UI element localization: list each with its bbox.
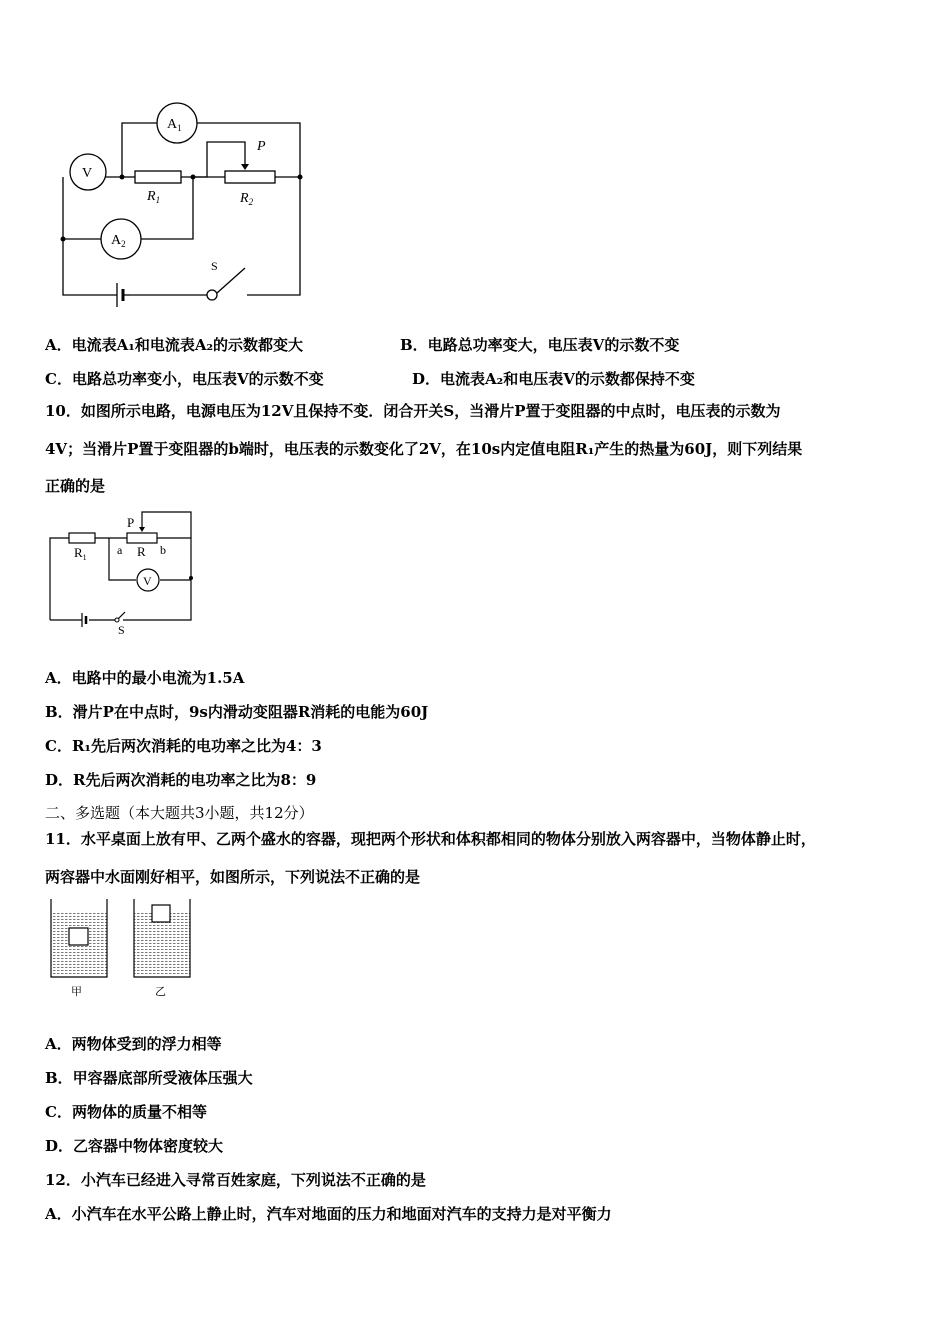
r2-label-sub: 2: [248, 197, 254, 207]
v-label: V: [82, 166, 93, 181]
svg-text:R2: [239, 191, 254, 207]
q11-stem-line2: 两容器中水面刚好相平，如图所示，下列说法不正确的是: [45, 868, 421, 886]
q10-option-c: C．R₁先后两次消耗的电功率之比为4：3: [45, 737, 322, 755]
q10-b-label: b: [160, 543, 166, 557]
jia-label: 甲: [71, 986, 82, 998]
a1-label-sub: 1: [177, 123, 182, 133]
s-label: S: [211, 259, 218, 273]
jia-object: [69, 928, 88, 945]
q12-stem: 12．小汽车已经进入寻常百姓家庭，下列说法不正确的是: [45, 1171, 426, 1189]
q11-containers-diagram: [45, 897, 205, 1007]
q11-option-d: D．乙容器中物体密度较大: [45, 1137, 224, 1155]
q12-option-a: A．小汽车在水平公路上静止时，汽车对地面的压力和地面对汽车的支持力是对平衡力: [45, 1205, 612, 1223]
q10-r-label: R: [137, 544, 146, 559]
q9-option-d: D．电流表A₂和电压表V的示数都保持不变: [412, 370, 695, 388]
svg-text:R1: [74, 545, 87, 562]
r2-label: R: [240, 191, 249, 206]
q10-circuit-diagram: [45, 510, 205, 640]
a2-label: A: [111, 233, 122, 248]
section2-heading: 二、多选题（本大题共3小题，共12分）: [45, 804, 314, 822]
q9-option-a: A．电流表A₁和电流表A₂的示数都变大: [45, 336, 304, 354]
q11-stem-line1: 11．水平桌面上放有甲、乙两个盛水的容器，现把两个形状和体积都相同的物体分别放入两容器中，当物体静止时，: [45, 830, 816, 848]
q10-r1-label: R: [74, 545, 83, 560]
q10-s-label: S: [118, 623, 125, 637]
q9-circuit-diagram: [55, 100, 315, 310]
p-label: P: [257, 139, 266, 154]
q10-stem-line2: 4V；当滑片P置于变阻器的b端时，电压表的示数变化了2V，在10s内定值电阻R₁产生的热量为60J，则下列结果: [45, 440, 803, 458]
yi-object: [152, 905, 170, 922]
q11-option-b: B．甲容器底部所受液体压强大: [45, 1069, 253, 1087]
q10-p-label: P: [127, 515, 135, 530]
r1-label-sub: 1: [155, 195, 161, 205]
q10-stem-line1: 10．如图所示电路，电源电压为12V且保持不变．闭合开关S，当滑片P置于变阻器的中点时，电压表的示数为: [45, 402, 781, 420]
q11-option-c: C．两物体的质量不相等: [45, 1103, 207, 1121]
r1-label: R: [147, 189, 156, 204]
q9-option-b: B．电路总功率变大，电压表V的示数不变: [400, 336, 680, 354]
q11-option-a: A．两物体受到的浮力相等: [45, 1035, 222, 1053]
q10-a-label: a: [117, 543, 123, 557]
q10-option-d: D．R先后两次消耗的电功率之比为8：9: [45, 771, 317, 789]
q10-option-b: B．滑片P在中点时，9s内滑动变阻器R消耗的电能为60J: [45, 703, 429, 721]
q10-option-a: A．电路中的最小电流为1.5A: [45, 669, 245, 687]
q10-r1-label-sub: 1: [82, 553, 87, 562]
q9-option-c: C．电路总功率变小，电压表V的示数不变: [45, 370, 324, 388]
a2-label-sub: 2: [121, 239, 126, 249]
yi-label: 乙: [155, 986, 166, 998]
q10-v-label: V: [143, 574, 152, 588]
svg-text:R1: [146, 189, 160, 205]
a1-label: A: [167, 117, 178, 132]
q10-stem-line3: 正确的是: [45, 477, 106, 495]
